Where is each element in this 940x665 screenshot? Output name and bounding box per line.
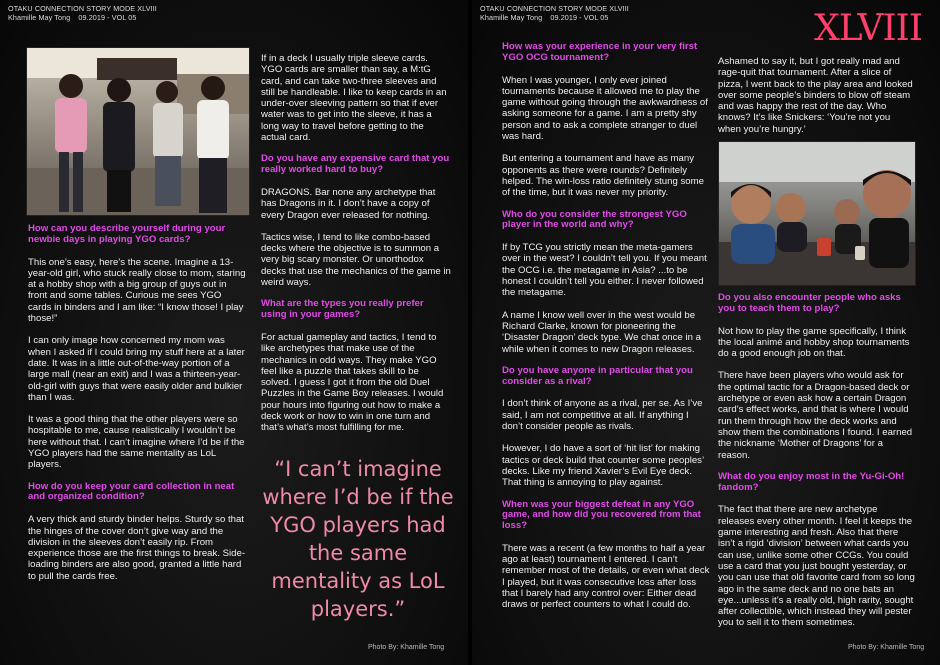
- answer-enjoy-most: The fact that there are new archetype releases every other month. I feel it keeps the game interesting and fresh. Also that there isn’t a rigid ‘division’ between what cards you can use, unlike some other CCGs. You could use a card that you just bought yesterday, or you can use that old favorite card from so long ago in the same deck and no one bats an eye...unless it’s a really old, high rarity, sought after collectible, which instead they will pester you to sell it to them sometimes.: [718, 504, 915, 629]
- answer-newbie-days-p1: This one’s easy, here’s the scene. Imagine a 13-year-old girl, who stuck really close to mom, staring at a hobby shop with a big group of guys out in front and some tables. Curious me sees YGO cards in binders and I am like: “I know those! I play those!”: [28, 256, 246, 325]
- left-header: [8, 4, 157, 22]
- photo-credit-left: Photo By: Khamille Tong: [368, 644, 445, 651]
- right-header-issue: 09.2019 - VOL 05: [550, 13, 609, 22]
- question-expensive-card: Do you have any expensive card that you really worked hard to buy?: [261, 153, 450, 176]
- group-photo: [26, 47, 250, 216]
- column-4: [718, 56, 914, 146]
- answer-strongest-player-p1: If by TCG you strictly mean the meta-gamers over in the west? I couldn’t tell you. If you meant the OCG i.e. the metagame in Asia? ...to be honest I couldn’t tell you either. I never followed the metagame.: [502, 242, 707, 299]
- answer-preferred-types: For actual gameplay and tactics, I tend to like archetypes that make use of the mechanics in odd ways. They make YGO feel like a puzzle that takes skill to be solved. I guess I got it from the old Duel Puzzles in the Game Boy releases. I would pour hours into figuring out how to make a deck work or how to win in one turn and that’s what’s most fulfilling for me.: [261, 331, 444, 434]
- question-biggest-defeat: When was your biggest defeat in any YGO game, and how did you recovered from that loss?: [502, 498, 701, 532]
- left-header-author: Khamille May Tong: [8, 13, 71, 22]
- column-4-lower: [718, 293, 916, 640]
- column-1: [28, 224, 246, 593]
- question-strongest-player: Who do you consider the strongest YGO player in the world and why?: [502, 208, 687, 231]
- answer-first-tournament-p2: But entering a tournament and have as many opponents as there were rounds? Definitely helped. The win-loss ratio definitely stung some of the time, but it was never my priority.: [502, 153, 704, 199]
- question-newbie-days: How can you describe yourself during your newbie days in playing YGO cards?: [28, 223, 226, 245]
- question-enjoy-most: What do you enjoy most in the Yu-Gi-Oh! fandom?: [718, 470, 905, 493]
- column-2: [261, 53, 451, 445]
- answer-teach-to-play-p1: Not how to play the game specifically, I think the local animé and hobby shop tournaments do a good enough job on that.: [718, 325, 910, 360]
- question-rival: Do you have anyone in particular that you consider as a rival?: [502, 364, 693, 387]
- answer-expensive-card-p1: DRAGONS. Bar none any archetype that has Dragons in it. I don’t have a copy of every Dragon ever released for nothing.: [261, 186, 436, 221]
- volume-mark: XLVIII: [814, 8, 922, 49]
- right-header-title: OTAKU CONNECTION STORY MODE XLVIII: [480, 4, 629, 13]
- answer-expensive-card-p2: Tactics wise, I tend to like combo-based decks where the objective is to summon a very big scary monster. Or unorthodox decks that use the mechanics of the game in weird ways.: [261, 231, 451, 289]
- answer-newbie-days-p3: It was a good thing that the other players were so hospitable to me, cause realistically I wouldn’t be here without that. I can’t imagine where I’d be if the YGO players had the same mentality as LoL players.: [28, 414, 245, 471]
- answer-newbie-days-p2: I can only image how concerned my mom was when I asked if I could bring my stuff here at a later date. It was in a little out-of-the-way portion of a large mall (near an exit) and I was a thirteen-year-old-girl with guys that were easily older and bulkier than I was.: [28, 335, 245, 403]
- right-header: [480, 4, 629, 22]
- right-page: [472, 0, 940, 665]
- column-3: [502, 42, 710, 622]
- answer-biggest-defeat: There was a recent (a few months to half a year ago at least) tournament I entered. I can’t remember most of the details, or even what deck I played, but it was consecutive loss after loss that I barely had any control over: Either dead draws or perfect counters to what I could do.: [502, 542, 710, 611]
- group-photo-image: [27, 48, 249, 215]
- question-card-collection: How do you keep your card collection in neat and organized condition?: [28, 480, 235, 503]
- left-header-issue: 09.2019 - VOL 05: [78, 13, 137, 22]
- question-teach-to-play: Do you also encounter people who asks you to teach them to play?: [718, 292, 901, 314]
- answer-first-tournament-p1: When I was younger, I only ever joined tournaments because it allowed me to play the game without going through the awkwardness of asking someone for a game. I am a pretty shy person and to ask a complete stranger to duel was hard.: [502, 74, 708, 143]
- left-header-title: OTAKU CONNECTION STORY MODE XLVIII: [8, 4, 157, 13]
- rage-quit-paragraph: Ashamed to say it, but I got really mad and rage-quit that tournament. After a slice of pizza, I went back to the play area and looked over some people’s binders to blow off steam and was happy the rest of the day. Who knows? It’s like Snickers: ‘You’re not you when you’re hungry.’: [718, 56, 913, 135]
- question-preferred-types: What are the types you really prefer using in your games?: [261, 298, 424, 321]
- answer-rival-p2: However, I do have a sort of ‘hit list’ for making tactics or deck build that counter some peoples’ decks. Like my friend Xavier’s Evil Eye deck. That thing is annoying to play against.: [502, 443, 704, 489]
- question-first-tournament: How was your experience in your very first YGO OCG tournament?: [502, 41, 698, 63]
- answer-strongest-player-p2: A name I know well over in the west would be Richard Clarke, known for pioneering the ‘Disaster Dragon’ deck type. We chat once in a while when it comes to new Dragon releases.: [502, 309, 701, 355]
- left-page: [0, 0, 468, 665]
- answer-card-collection: A very thick and sturdy binder helps. Sturdy so that the hinges of the cover don’t give way and the division in the sleeves don’t easily rip. From experience those are the first things to break. Side-loading binders are also good, granted a little hard to pull the cards free.: [28, 514, 246, 582]
- answer-rival-p1: I don’t think of anyone as a rival, per se. As I’ve said, I am not competitive at all. If anything I don’t consider people as rivals.: [502, 398, 703, 433]
- answer-teach-to-play-p2: There have been players who would ask for the optimal tactic for a Dragon-based deck or archetype or even ask how a certain Dragon card’s effect works, and that is where I would run them through how the deck works and show them the combinations I found. I earned the nickname ‘Mother of Dragons’ for a reason.: [718, 370, 913, 461]
- pull-quote: “I can’t imagine where I’d be if the YGO players had the same mentality as LoL players.”: [262, 457, 454, 621]
- selfie-photo-image: [719, 142, 915, 285]
- selfie-photo: [718, 141, 916, 286]
- right-header-author: Khamille May Tong: [480, 13, 543, 22]
- photo-credit-right: Photo By: Khamille Tong: [848, 644, 925, 651]
- sleeving-paragraph: If in a deck I usually triple sleeve cards. YGO cards are smaller than say, a M:tG card, and can take two-three sleeves and still be handleable. I like to keep cards in an under-over sleeving pattern so that if ever water was to get into the sleeve, it has a long way to travel before getting to the actual card.: [261, 53, 447, 144]
